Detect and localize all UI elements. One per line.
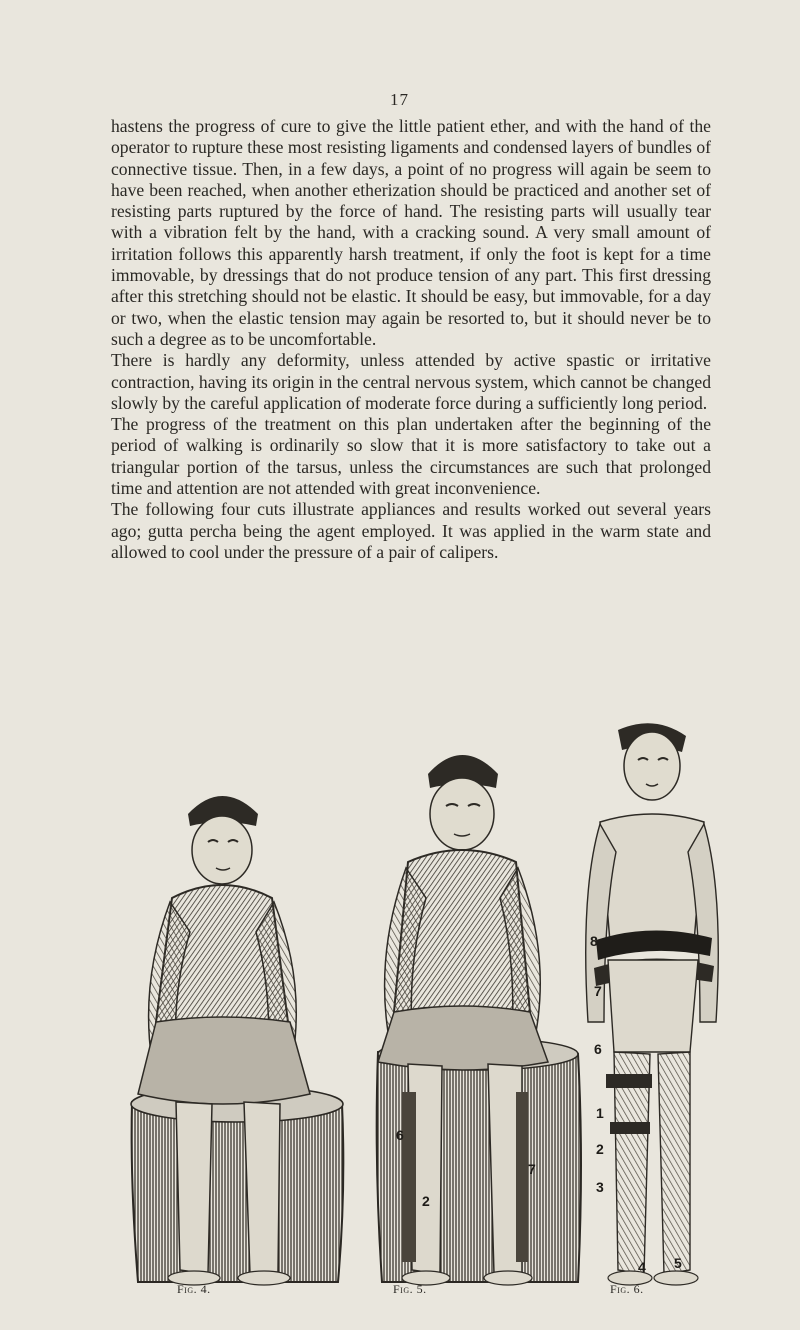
fig6-label: 2	[596, 1141, 604, 1157]
fig6-label: 5	[674, 1255, 682, 1271]
fig5-label: 7	[528, 1161, 536, 1177]
fig6-caption: Fig. 6.	[610, 1282, 644, 1296]
body-text	[111, 116, 711, 563]
fig6-illustration	[586, 723, 719, 1285]
fig5-label: 6	[396, 1127, 404, 1143]
paragraph: The progress of the treatment on this plan undertaken after the beginning of the period of walking is ordinarily so slow that it is more satisfactory to take out a triangular portion of the tarsus, unless the circumstances are such that prolonged time and attention are not attended with great inconvenience.	[111, 414, 711, 499]
fig6-label: 7	[594, 983, 602, 999]
figure-plate	[110, 722, 720, 1296]
fig6-label: 3	[596, 1179, 604, 1195]
paragraph: hastens the progress of cure to give the little patient ether, and with the hand of the operator to rupture these most resisting ligaments and condensed layers of bundles of connective tissue. Then, in a few days, a point of no progress will again be seem to have been reached, when another etherization should be practiced and another set of resisting parts ruptured by the force of hand. The resisting parts will usually tear with a vibration felt by the hand, with a cracking sound. A very small amount of irritation follows this apparently harsh treatment, if only the foot is kept for a time immovable, by dressings that do not produce tension of any part. This first dressing after this stretching should not be elastic. It should be easy, but immovable, for a day or two, when the elastic tension may again be resorted to, but it should never be to such a degree as to be uncomfortable.	[111, 116, 711, 349]
fig6-label: 1	[596, 1105, 604, 1121]
paragraph: There is hardly any deformity, unless attended by active spastic or irritative contraction, having its origin in the central nervous system, which cannot be changed slowly by the careful application of moderate force during a sufficiently long period.	[111, 350, 711, 413]
paragraph: The following four cuts illustrate appliances and results worked out several years ago; gutta percha being the agent employed. It was applied in the warm state and allowed to cool under the pressure of a pair of calipers.	[111, 499, 711, 562]
fig5-illustration	[377, 755, 581, 1285]
fig4-illustration	[131, 796, 343, 1285]
fig5-caption: Fig. 5.	[393, 1282, 427, 1296]
fig4-caption: Fig. 4.	[177, 1282, 211, 1296]
fig5-label: 2	[422, 1193, 430, 1209]
page-number: 17	[390, 90, 409, 109]
fig6-label: 8	[590, 933, 598, 949]
figure-illustrations	[110, 722, 720, 1296]
fig6-label: 6	[594, 1041, 602, 1057]
fig6-label: 4	[638, 1259, 646, 1275]
